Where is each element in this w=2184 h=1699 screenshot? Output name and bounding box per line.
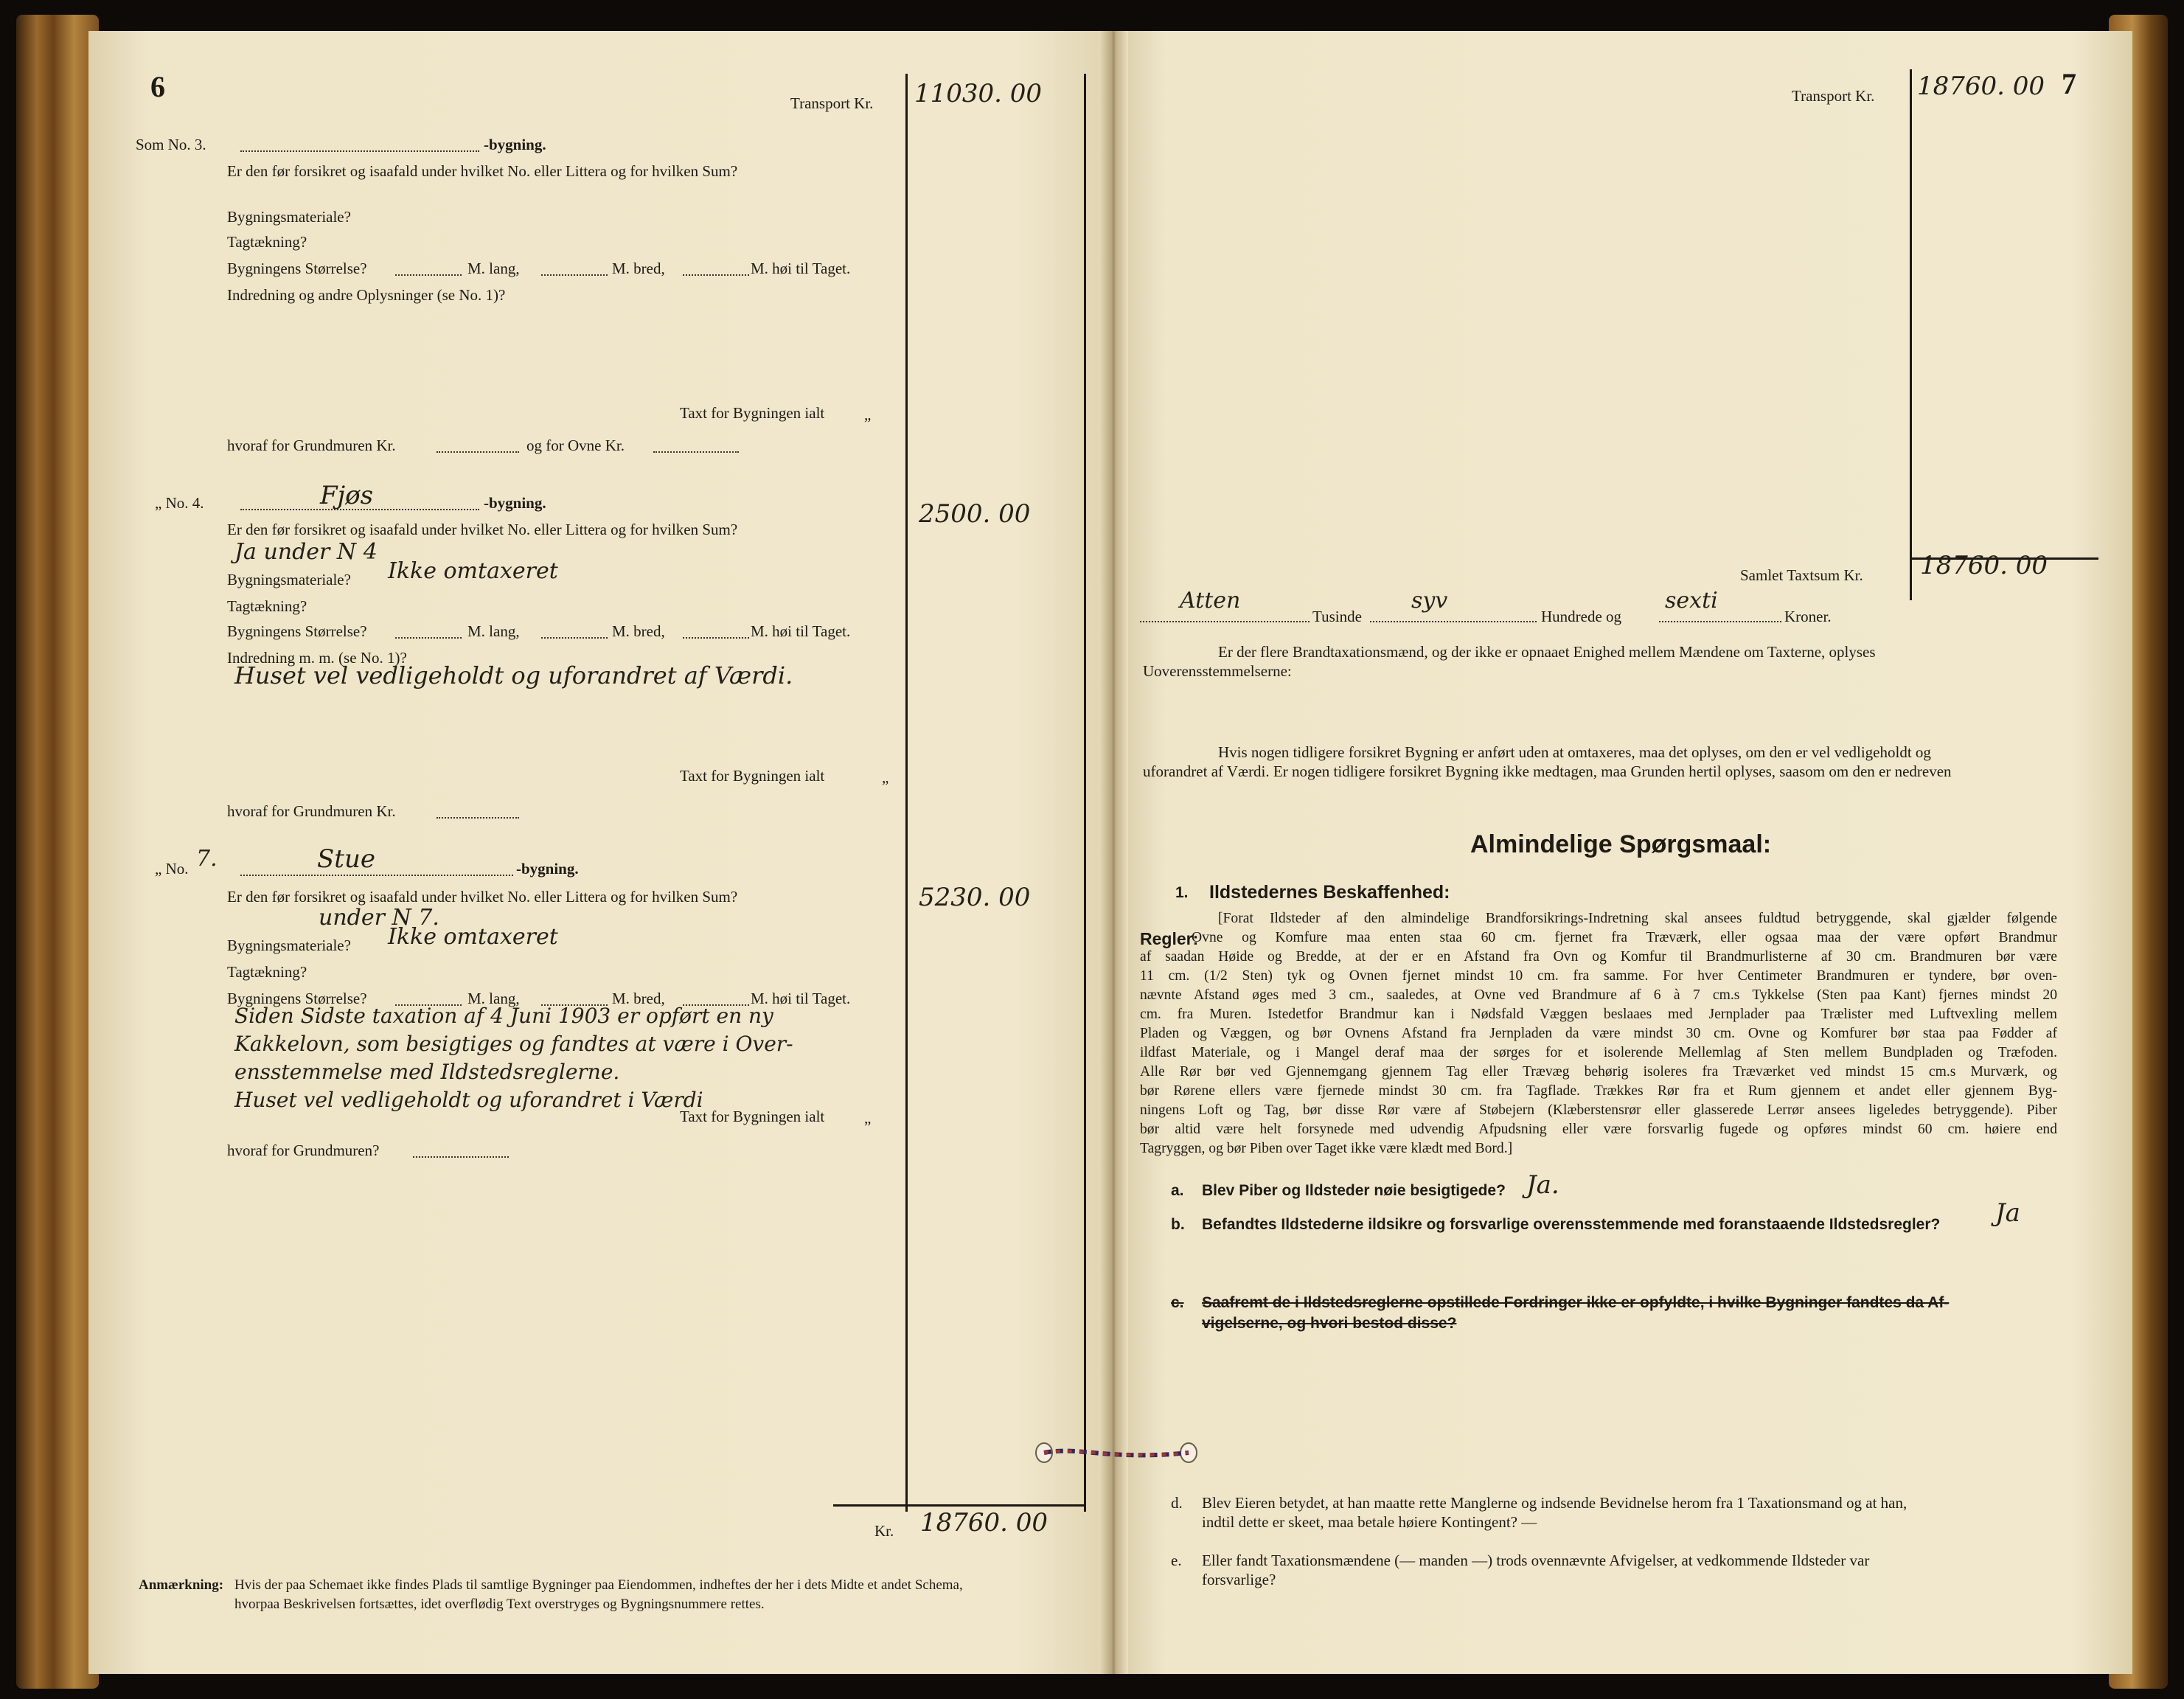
question-d-label: d.	[1171, 1494, 1183, 1512]
building-2-material-value: Ikke omtaxeret	[388, 558, 558, 584]
building-1-suffix: -bygning.	[484, 136, 546, 153]
total-label-right: Samlet Taxtsum Kr.	[1740, 566, 1863, 584]
building-1-width-line	[541, 274, 608, 276]
building-2-size-label: Bygningens Størrelse?	[227, 622, 367, 640]
building-3-taxt-label: Taxt for Bygningen ialt	[680, 1108, 825, 1125]
question-c-line-2: vigelserne, og hvori bestod disse?	[1202, 1315, 1457, 1332]
building-3-taxt-suffix: „	[864, 1109, 872, 1127]
question-e-line-2: forsvarlige?	[1202, 1571, 1276, 1588]
building-3-foundation-line	[413, 1156, 509, 1158]
building-2-interior-label: Indredning m. m. (se No. 1)?	[227, 649, 407, 667]
building-2-prefix: „ No. 4.	[155, 494, 204, 512]
building-3-number: 7.	[196, 846, 218, 872]
building-3-material-value: Ikke omtaxeret	[388, 924, 558, 950]
building-1-roof-label: Tagtækning?	[227, 233, 307, 251]
building-2-answer: Ja under N 4	[234, 539, 378, 565]
footnote-text-2: hvorpaa Beskrivelsen fortsættes, idet overflødig Text overstryges og Bygningsnummere rettes.	[234, 1596, 765, 1612]
left-page	[88, 31, 1121, 1674]
disagreement-text-1: Er der flere Brandtaxationsmænd, og der ikke er opnaaet Enighed mellem Mændene om Taxterne, oplyses	[1218, 643, 1876, 661]
building-2-size-high: M. høi til Taget.	[751, 622, 851, 640]
previous-text-2: uforandret af Værdi. Er nogen tidligere forsikret Bygning ikke medtagen, maa Grunden hertil oplyses, saasom om den er nedreven	[1143, 762, 1952, 780]
total-value-right: 18760. 00	[1920, 551, 2048, 580]
building-1-foundation-line	[437, 451, 519, 453]
footnote-text-1: Hvis der paa Schemaet ikke findes Plads til samtlige Bygninger paa Eiendommen, indheftes der her i dets Midte et andet Schema,	[234, 1577, 963, 1593]
building-3-foundation-label: hvoraf for Grundmuren?	[227, 1142, 380, 1159]
building-2-length-line	[395, 637, 462, 639]
book-gutter	[1099, 31, 1128, 1674]
building-1-ovens-line	[653, 451, 739, 453]
section-title: Almindelige Spørgsmaal:	[1470, 830, 1772, 858]
amount-column-line-right-page	[1910, 69, 1912, 600]
building-2-foundation-line	[437, 817, 519, 819]
question-d-line-1: Blev Eieren betydet, at han maatte rette Manglerne og indsende Bevidnelse herom fra 1 Taxationsmand og at han,	[1202, 1494, 1907, 1512]
rules-line-2: Ovne og Komfure maa enten staa 60 cm. fjernet fra Træværk, eller ogsaa maa der være opført Brandmur	[1192, 930, 2057, 945]
building-2-question: Er den før forsikret og isaafald under hvilket No. eller Littera og for hvilken Sum?	[227, 521, 738, 538]
rules-line-11: ningens Loft og Tag, bør disse Rør være af Støbejern (Klæberstensrør eller glasserede Lerrør ansees ligeledes betryggende). Piber	[1140, 1102, 2057, 1118]
building-3-name: Stue	[317, 844, 375, 874]
amount-column-line-right	[1084, 74, 1086, 1512]
building-2-roof-label: Tagtækning?	[227, 597, 307, 615]
thousands-label: Tusinde	[1312, 608, 1362, 625]
total-label-left: Kr.	[874, 1522, 894, 1540]
question-b: Befandtes Ildstederne ildsikre og forsvarlige overensstemmende med foranstaaende Ildstedsregler?	[1202, 1216, 1941, 1233]
question-b-label: b.	[1171, 1216, 1185, 1233]
building-1-prefix: Som No. 3.	[136, 136, 206, 153]
transport-value-right: 18760. 00	[1917, 72, 2045, 101]
building-3-prefix: „ No.	[155, 860, 189, 878]
question-a-answer: Ja.	[1526, 1170, 1559, 1200]
total-line-left	[833, 1504, 1085, 1507]
building-1-length-line	[395, 274, 462, 276]
building-2-width-line	[541, 637, 608, 639]
question-a-label: a.	[1171, 1182, 1184, 1199]
building-3-roof-label: Tagtækning?	[227, 963, 307, 981]
building-2-amount: 2500. 00	[919, 499, 1031, 529]
transport-label-right: Transport Kr.	[1792, 87, 1875, 105]
rules-line-10: bør Rørene ellers være fjernede mindst 30 cm. fra Tagflade. Trækkes Rør fra et Rum gjennem et andet eller gjennem Byg-	[1140, 1083, 2057, 1099]
hundreds-label: Hundrede og	[1541, 608, 1622, 625]
building-2-height-line	[683, 637, 749, 639]
building-1-name-line	[240, 150, 479, 152]
total-value-left: 18760. 00	[920, 1508, 1048, 1538]
marbled-left-edge	[16, 15, 99, 1689]
amount-words-hundreds: syv	[1411, 588, 1448, 614]
building-2-material-label: Bygningsmateriale?	[227, 571, 351, 588]
amount-words-tens-line	[1659, 621, 1781, 622]
building-3-size-wide: M. bred,	[612, 990, 665, 1007]
rules-label: Regler:	[1140, 929, 1199, 948]
question-e-line-1: Eller fandt Taxationsmændene (— manden —) trods ovennævnte Afvigelser, at vedkommende Ildsteder var	[1202, 1552, 1870, 1569]
question-c-label: c.	[1171, 1294, 1184, 1311]
rules-line-4: 11 cm. (1/2 Sten) tyk og Ovnen fjernet mindst 10 cm. fra samme. For hver Centimeter Brandmuren er tyndere, bør oven-	[1140, 968, 2057, 984]
building-1-size-long: M. lang,	[467, 260, 520, 277]
amount-words-hundreds-line	[1370, 621, 1537, 622]
binding-thread	[1035, 1442, 1197, 1464]
building-1-question: Er den før forsikret og isaafald under hvilket No. eller Littera og for hvilken Sum?	[227, 162, 738, 180]
building-3-question: Er den før forsikret og isaafald under hvilket No. eller Littera og for hvilken Sum?	[227, 888, 738, 906]
building-3-size-high: M. høi til Taget.	[751, 990, 851, 1007]
building-2-note: Huset vel vedligeholdt og uforandret af Værdi.	[234, 661, 793, 689]
question-c-line-1: Saafremt de i Ildstedsreglerne opstillede Fordringer ikke er opfyldte, i hvilke Bygninger fandtes da Af-	[1202, 1294, 1950, 1311]
building-1-taxt-label: Taxt for Bygningen ialt	[680, 404, 825, 422]
building-1-material-label: Bygningsmateriale?	[227, 208, 351, 226]
disagreement-text-2: Uoverensstemmelserne:	[1143, 662, 1292, 680]
amount-words-thousands-line	[1140, 621, 1310, 622]
building-3-note-line-1: Siden Sidste taxation af 4 Juni 1903 er opført en ny	[234, 1004, 773, 1028]
rules-line-12: bør altid være helt forsynede med udvendig Afpudsning eller være forsvarlig fugede og opføres mindst 60 cm. høiere end	[1140, 1122, 2057, 1137]
subsection-number: 1.	[1175, 884, 1189, 901]
building-3-name-line	[240, 875, 513, 876]
amount-words-thousands: Atten	[1180, 588, 1241, 614]
building-1-interior-label: Indredning og andre Oplysninger (se No. 1)?	[227, 286, 506, 304]
building-1-taxt-suffix: „	[864, 406, 872, 423]
building-2-size-wide: M. bred,	[612, 622, 665, 640]
question-b-answer: Ja	[1995, 1198, 2020, 1228]
rules-line-13: Tagryggen, og bør Piben over Taget ikke være klædt med Bord.]	[1140, 1141, 1513, 1156]
building-3-material-label: Bygningsmateriale?	[227, 937, 351, 954]
building-3-note-line-3: ensstemmelse med Ildstedsreglerne.	[234, 1060, 620, 1084]
building-3-size-long: M. lang,	[467, 990, 520, 1007]
building-3-note-line-4: Huset vel vedligeholdt og uforandret i Værdi	[234, 1088, 703, 1112]
building-3-amount: 5230. 00	[919, 883, 1031, 912]
building-1-size-label: Bygningens Størrelse?	[227, 260, 367, 277]
question-d-line-2: indtil dette er skeet, maa betale høiere Kontingent? —	[1202, 1513, 1537, 1531]
rules-line-5: nævnte Afstand øges med 3 cm., saaledes, at Ovne ved Brandmure af 6 à 7 cm.s Tykkelse (Sten paa Kant) fjernes mindst 20	[1140, 987, 2057, 1003]
footnote-label: Anmærkning:	[139, 1577, 224, 1593]
building-2-taxt-suffix: „	[882, 768, 889, 786]
rules-line-1: [Forat Ildsteder af den almindelige Brandforsikrings-Indretning skal ansees fuldtud betryggende, skal gjælder følgende	[1218, 911, 2057, 926]
amount-words-tens: sexti	[1665, 588, 1718, 614]
question-a: Blev Piber og Ildsteder nøie besigtigede?	[1202, 1182, 1506, 1199]
building-2-taxt-label: Taxt for Bygningen ialt	[680, 767, 825, 785]
building-1-height-line	[683, 274, 749, 276]
building-2-size-long: M. lang,	[467, 622, 520, 640]
building-2-name: Fjøs	[320, 481, 374, 510]
rules-line-3: af saadan Høide og Bredde, at der er en Afstand fra Ovn og Komfur til Brandmurlisterne af 30 cm. Brandmuren bør være	[1140, 949, 2057, 965]
kroner-label: Kroner.	[1784, 608, 1832, 625]
rules-line-7: Pladen og Væggen, og bør Ovnens Afstand fra Jernpladen da være mindst 30 cm. Ovne og Komfurer bør staa paa Fødder af	[1140, 1026, 2057, 1041]
building-2-foundation-label: hvoraf for Grundmuren Kr.	[227, 802, 396, 820]
amount-column-line-left	[905, 74, 908, 1512]
question-e-label: e.	[1171, 1552, 1182, 1569]
building-3-size-label: Bygningens Størrelse?	[227, 990, 367, 1007]
building-1-size-wide: M. bred,	[612, 260, 665, 277]
subsection-title: Ildstedernes Beskaffenhed:	[1209, 882, 1450, 903]
previous-text-1: Hvis nogen tidligere forsikret Bygning er anført uden at omtaxeres, maa det oplyses, om den er vel vedligeholdt og	[1218, 743, 1931, 761]
transport-label-left: Transport Kr.	[790, 94, 874, 112]
building-1-size-high: M. høi til Taget.	[751, 260, 851, 277]
rules-line-6: cm. fra Muren. Istedetfor Brandmur kan i Nødsfald Væggen beslaaes med Jernplader paa Trælister med Luftvexling mellem	[1140, 1007, 2057, 1022]
building-2-suffix: -bygning.	[484, 494, 546, 512]
transport-value-left: 11030. 00	[914, 79, 1043, 108]
page-number-left: 6	[150, 70, 165, 103]
rules-line-9: Alle Rør bør ved Gjennemgang gjennem Tag eller Trævæg behørig isoleres fra Træværket ved mindst 15 cm.s Murværk, og	[1140, 1064, 2057, 1080]
building-1-ovens-label: og for Ovne Kr.	[526, 437, 625, 454]
building-1-foundation-label: hvoraf for Grundmuren Kr.	[227, 437, 396, 454]
building-3-answer: under N 7.	[319, 905, 439, 931]
building-3-note-line-2: Kakkelovn, som besigtiges og fandtes at være i Over-	[234, 1032, 793, 1056]
rules-line-8: ildfast Materiale, og i Mangel deraf maa der sørges for et isolerende Mellemlag af Sten mellem Bundpladen og Træfoden.	[1140, 1045, 2057, 1060]
page-number-right: 7	[2062, 67, 2076, 100]
building-3-suffix: -bygning.	[516, 860, 579, 878]
